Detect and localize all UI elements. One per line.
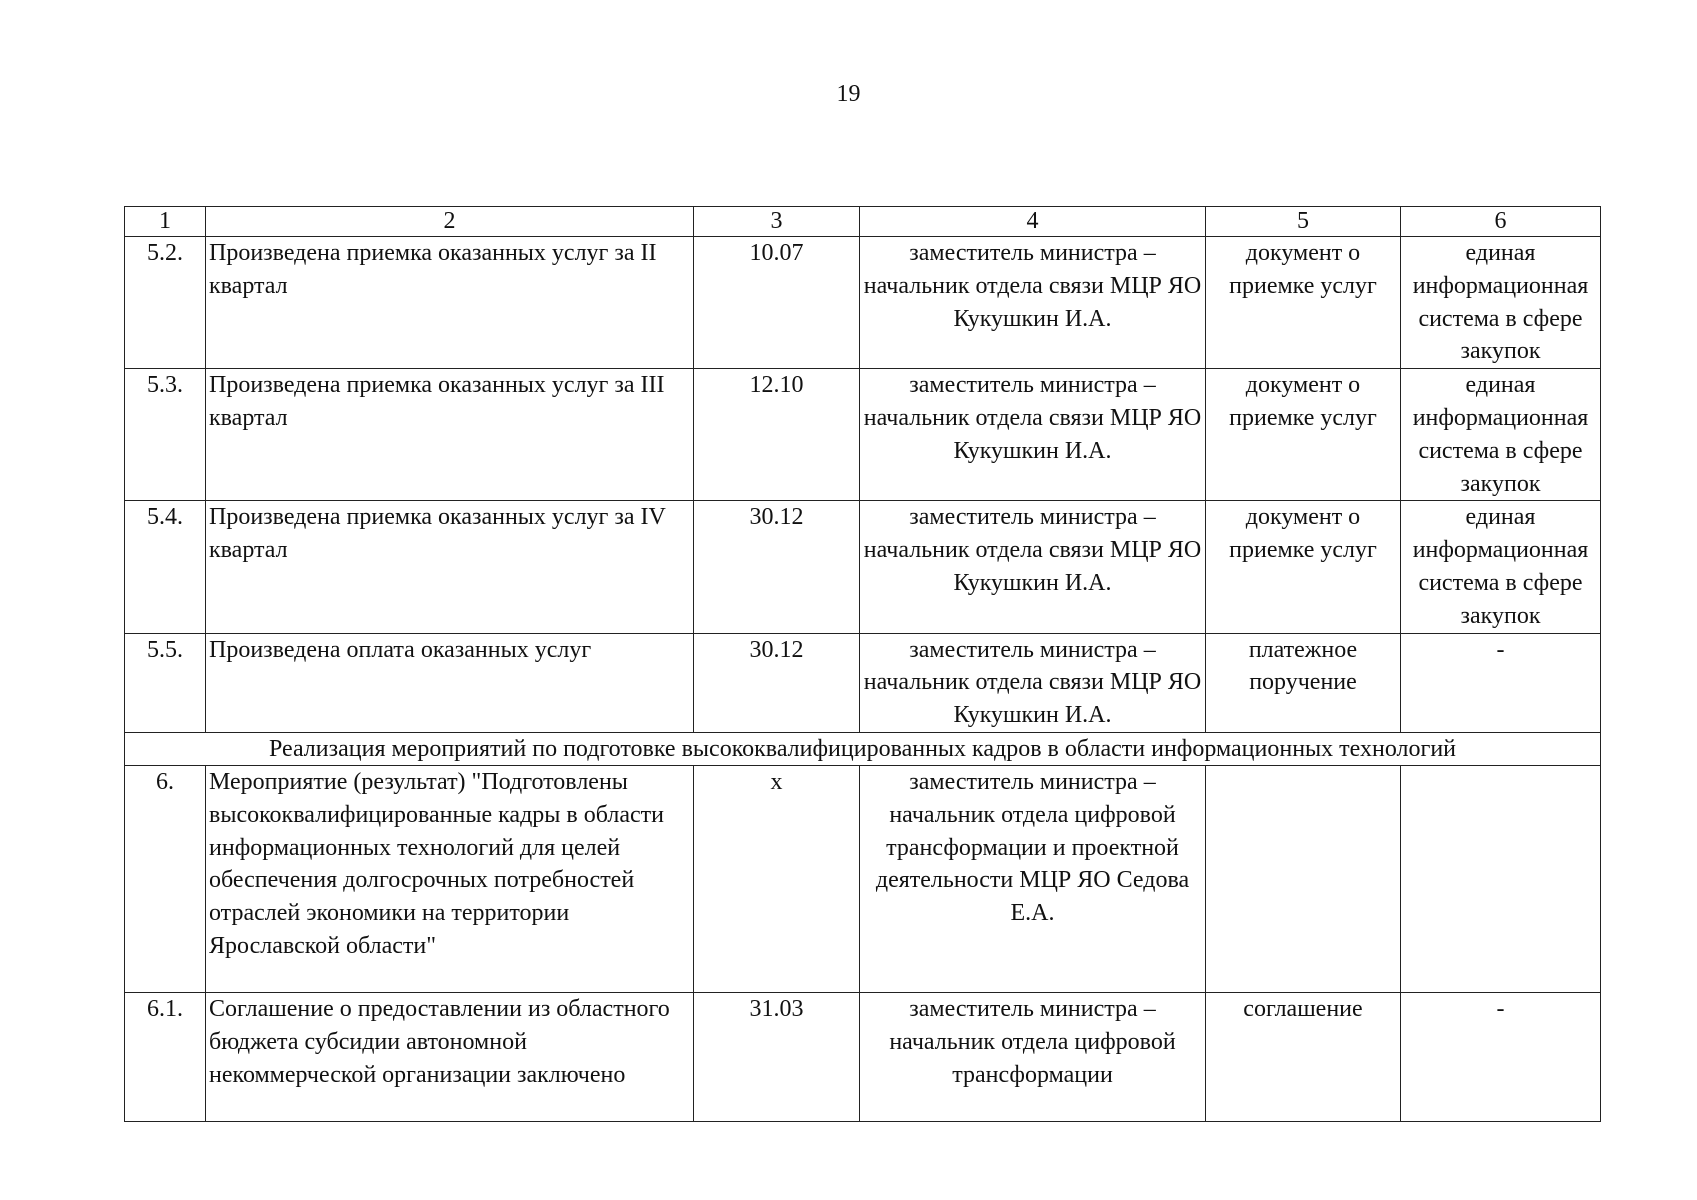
row-system [1401, 765, 1601, 992]
schedule-table [124, 206, 1601, 1122]
row-date: 10.07 [694, 237, 860, 369]
row-document: документ о приемке услуг [1206, 501, 1401, 633]
column-header-2: 2 [206, 207, 694, 237]
row-document: соглашение [1206, 992, 1401, 1121]
row-system: единая информационная система в сфере закупок [1401, 501, 1601, 633]
section-row [125, 732, 1601, 765]
row-document: документ о приемке услуг [1206, 369, 1401, 501]
row-responsible: заместитель министра – начальник отдела связи МЦР ЯО Кукушкин И.А. [860, 237, 1206, 369]
column-header-3: 3 [694, 207, 860, 237]
row-number: 5.5. [125, 633, 206, 732]
column-header-6: 6 [1401, 207, 1601, 237]
row-number: 6. [125, 765, 206, 992]
row-description: Мероприятие (результат) "Подготовлены высококвалифицированные кадры в области информационных технологий для целей обеспечения долгосрочных потребностей отраслей экономики на территории Ярославской области" [206, 765, 694, 992]
row-date: x [694, 765, 860, 992]
row-description: Произведена приемка оказанных услуг за II квартал [206, 237, 694, 369]
row-number: 5.3. [125, 369, 206, 501]
row-responsible: заместитель министра – начальник отдела связи МЦР ЯО Кукушкин И.А. [860, 633, 1206, 732]
row-description: Произведена оплата оказанных услуг [206, 633, 694, 732]
row-date: 31.03 [694, 992, 860, 1121]
column-header-1: 1 [125, 207, 206, 237]
row-date: 30.12 [694, 633, 860, 732]
row-date: 30.12 [694, 501, 860, 633]
table-row [125, 765, 1601, 992]
row-date: 12.10 [694, 369, 860, 501]
row-responsible: заместитель министра – начальник отдела цифровой трансформации и проектной деятельности МЦР ЯО Седова Е.А. [860, 765, 1206, 992]
row-document: платежное поручение [1206, 633, 1401, 732]
row-responsible: заместитель министра – начальник отдела связи МЦР ЯО Кукушкин И.А. [860, 369, 1206, 501]
row-responsible: заместитель министра – начальник отдела связи МЦР ЯО Кукушкин И.А. [860, 501, 1206, 633]
row-number: 5.2. [125, 237, 206, 369]
row-document: документ о приемке услуг [1206, 237, 1401, 369]
row-description: Соглашение о предоставлении из областного бюджета субсидии автономной некоммерческой организации заключено [206, 992, 694, 1121]
row-document [1206, 765, 1401, 992]
row-system: единая информационная система в сфере закупок [1401, 369, 1601, 501]
row-system: - [1401, 992, 1601, 1121]
row-system: - [1401, 633, 1601, 732]
row-description: Произведена приемка оказанных услуг за III квартал [206, 369, 694, 501]
page-number: 19 [836, 81, 861, 107]
section-title: Реализация мероприятий по подготовке высококвалифицированных кадров в области информационных технологий [125, 732, 1601, 765]
column-header-5: 5 [1206, 207, 1401, 237]
table-row [125, 992, 1601, 1121]
table-row [125, 633, 1601, 732]
row-system: единая информационная система в сфере закупок [1401, 237, 1601, 369]
table-row [125, 237, 1601, 369]
row-responsible: заместитель министра – начальник отдела цифровой трансформации [860, 992, 1206, 1121]
row-number: 6.1. [125, 992, 206, 1121]
row-number: 5.4. [125, 501, 206, 633]
table-row [125, 501, 1601, 633]
table-row [125, 369, 1601, 501]
row-description: Произведена приемка оказанных услуг за IV квартал [206, 501, 694, 633]
column-number-row [125, 207, 1601, 237]
column-header-4: 4 [860, 207, 1206, 237]
